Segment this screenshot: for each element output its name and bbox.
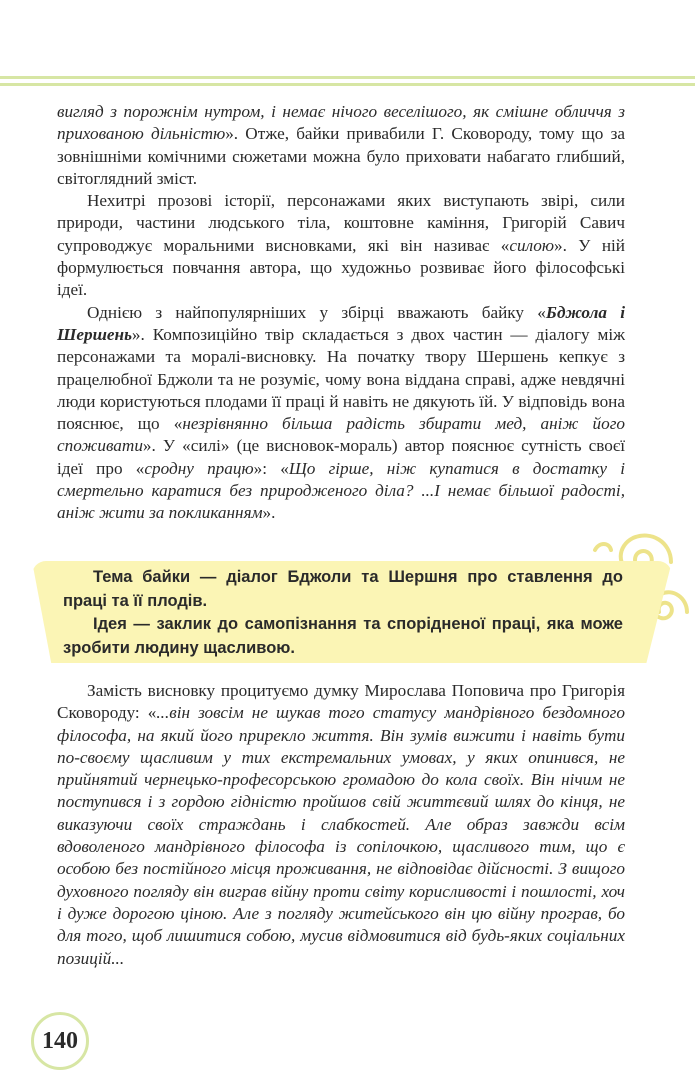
text-run: сродну працю [144, 458, 254, 478]
text-run: ». [262, 503, 276, 523]
text-run: Що гірше, ніж купатися в достатку і смертельно каратися без природженого діла? ...І немає більшої радості, аніж жити за покликанням [57, 458, 626, 523]
text-run: »: « [253, 458, 289, 478]
quote-text-block [57, 680, 625, 970]
text-run: незрівнянно більша радість збирати мед, аніж його споживати [57, 414, 625, 456]
paragraph [57, 101, 625, 190]
text-run: вигляд з порожнім нутром, і немає нічого веселішого, як смішне обличчя з прихованою дільністю [57, 102, 625, 144]
text-run: ...він зовсім не шукав того статусу мандрівного бездомного філософа, на який його прирекло життя. Він зумів вижити і навіть бути по-своєму щасливим у тих екстремальних умовах, у яких опинився, не прийнятий чернецько-професорською громадою до кола своїх. Він нічим не поступився і з гордою гідністю пройшов свій життєвий шлях до кінця, не виказуючи своїх страждань і слабкостей. Але образ завжди всім вдоволеного мандрівного філософа із сопілочкою, щасливого тим, що є особою без постійного місця проживання, не відповідає дійсності. З вищого духовного погляду він виграв війну проти світу корисливості і пошлості, хоч і дуже дорогою ціною. Але з погляду житейського він цю війну програв, бо для того, щоб лишитися собою, мусив відмовитися від будь-яких соціальних позицій... [57, 703, 625, 968]
text-run: Замість висновку процитуємо думку Мирослава Поповича про Григорія Сковороду: « [57, 681, 625, 723]
text-run: силою [509, 235, 555, 255]
callout-theme: Тема байки — діалог Бджоли та Шершня про ставлення до праці та її плодів. [63, 568, 623, 610]
callout-text [63, 566, 623, 660]
callout-idea: Ідея — заклик до самопізнання та спорідненої праці, яка може зробити людину щасливою. [63, 615, 623, 657]
paragraph [57, 680, 625, 970]
paragraph [57, 190, 625, 301]
text-run: Нехитрі прозові історії, персонажами яких виступають звірі, сили природи, частини людського тіла, коштовне каміння, Григорій Савич супроводжує моральними висновками, які він називає « [57, 191, 625, 255]
top-rule [0, 83, 695, 86]
text-run: ». Композиційно твір складається з двох частин — діалогу між персонажами та моралі-висновку. На початку твору Шершень кепкує з працелюбної Бджоли та не розуміє, чому вона віддана справі, адже невдячні люди користуються плодами її праці й навіть не дякують їй. У відповідь вона пояснює, що « [57, 324, 625, 434]
page-number: 140 [31, 1012, 89, 1070]
text-run: Однією з найпопулярніших у збірці вважають байку « [87, 302, 546, 322]
text-run: ». У ній формулюється повчання автора, що художньо розвиває його філософські ідеї. [57, 235, 625, 300]
paragraph [57, 302, 625, 525]
main-text-block [57, 101, 625, 525]
text-run: ». Отже, байки привабили Г. Сковороду, тому що за зовнішніми комічними сюжетами можна було приховати набагато глибший, світоглядний зміст. [57, 124, 625, 188]
text-run: Бджола і Шершень [57, 302, 625, 344]
top-rule [0, 76, 695, 79]
text-run: ». У «силі» (це висновок-мораль) автор пояснює сутність своєї ідеї про « [57, 436, 625, 478]
